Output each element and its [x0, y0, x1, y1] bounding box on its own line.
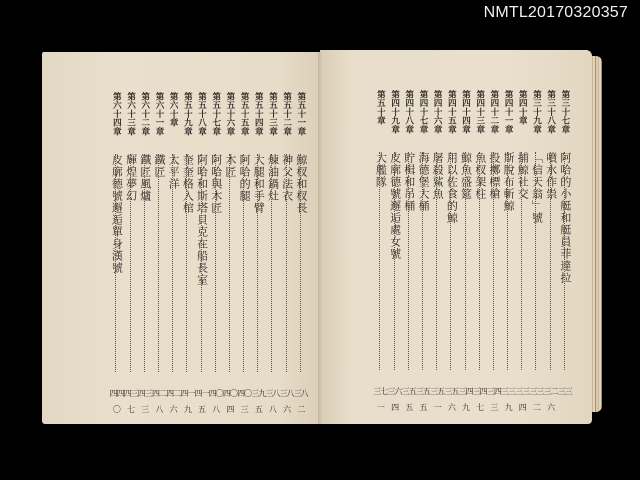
chapter-title: 阿哈的小艇和艇員菲達拉 — [558, 152, 572, 284]
toc-entry[interactable] — [222, 92, 237, 414]
toc-entry[interactable] — [123, 92, 138, 414]
chapter-title: 鯨杈和杈長 — [294, 154, 308, 214]
leader-dots — [300, 154, 301, 372]
chapter-title: 阿哈與木匠 — [209, 154, 223, 214]
leader-dots — [115, 154, 116, 372]
chapter-number: 第四十五章 — [446, 90, 457, 134]
page-number: 三八六 — [279, 389, 294, 414]
chapter-number: 第五十四章 — [253, 92, 264, 136]
archive-id-label: NMTL20170320357 — [483, 4, 628, 21]
chapter-number: 第五十章 — [375, 90, 386, 125]
toc-entry[interactable] — [430, 90, 445, 412]
toc-entry[interactable] — [501, 90, 516, 412]
page-number: 三五五 — [415, 387, 430, 412]
page-number: 三七一 — [373, 387, 388, 412]
toc-entry[interactable] — [543, 90, 558, 412]
chapter-number: 第四十七章 — [417, 90, 428, 134]
chapter-number: 第四十二章 — [488, 90, 499, 134]
chapter-title: 鯨魚盛筵 — [459, 152, 473, 200]
page-number: 三九五 — [251, 389, 266, 414]
page-number: 三五五 — [401, 387, 416, 412]
leader-dots — [550, 152, 551, 370]
right-toc — [373, 90, 572, 412]
chapter-number: 第四十八章 — [403, 90, 414, 134]
right-page — [320, 50, 592, 424]
chapter-title: 捕鯨社交 — [516, 152, 530, 200]
page-number: 三三 — [557, 387, 572, 396]
chapter-number: 第三十九章 — [531, 90, 542, 134]
chapter-number: 第四十六章 — [432, 90, 443, 134]
chapter-title: 太平洋 — [167, 154, 181, 190]
page-number: 四〇三 — [237, 389, 252, 414]
left-page — [42, 52, 320, 424]
toc-entry[interactable] — [529, 90, 544, 412]
toc-entry[interactable] — [486, 90, 501, 412]
toc-entry[interactable] — [208, 92, 223, 414]
leader-dots — [286, 154, 287, 372]
toc-entry[interactable] — [251, 92, 266, 414]
chapter-title: 煉油鍋灶 — [266, 154, 280, 202]
chapter-number: 第三十八章 — [545, 90, 556, 134]
page-number: 三五六 — [444, 387, 459, 412]
toc-entry[interactable] — [415, 90, 430, 412]
chapter-title: 鐵匠風爐 — [138, 154, 152, 202]
toc-entry[interactable] — [401, 90, 416, 412]
page-number: 三四七 — [472, 387, 487, 412]
page-number: 三六四 — [387, 387, 402, 412]
page-number: 三三四 — [515, 387, 530, 412]
chapter-number: 第五十三章 — [267, 92, 278, 136]
chapter-title: 噴水作祟 — [544, 152, 558, 200]
leader-dots — [130, 154, 131, 372]
leader-dots — [215, 154, 216, 372]
toc-entry[interactable] — [237, 92, 252, 414]
chapter-number: 第六十四章 — [111, 92, 122, 136]
chapter-title: 屠殺鯊魚 — [431, 152, 445, 200]
chapter-title: 阿哈和斯塔貝克在船長室 — [195, 154, 209, 286]
leader-dots — [201, 154, 202, 372]
leader-dots — [535, 152, 536, 370]
chapter-title: 輝煌夢幻 — [124, 154, 138, 202]
chapter-number: 第五十八章 — [196, 92, 207, 136]
leader-dots — [186, 154, 187, 372]
leader-dots — [257, 154, 258, 372]
chapter-number: 第五十五章 — [239, 92, 250, 136]
toc-entry[interactable] — [180, 92, 195, 414]
chapter-title: 貯楫和吊桶 — [402, 152, 416, 212]
page-number: 三三九 — [501, 387, 516, 412]
chapter-title: 大艦隊 — [374, 152, 388, 188]
left-toc — [109, 92, 308, 414]
toc-entry[interactable] — [151, 92, 166, 414]
toc-entry[interactable] — [194, 92, 209, 414]
chapter-number: 第四十一章 — [503, 90, 514, 134]
page-number: 三三二 — [529, 387, 544, 412]
chapter-title: 大腿和手臂 — [252, 154, 266, 214]
page-number: 四一五 — [194, 389, 209, 414]
page-number: 四〇四 — [222, 389, 237, 414]
toc-entry[interactable] — [458, 90, 473, 412]
page-number: 三五一 — [430, 387, 445, 412]
chapter-title: 魚杈架柱 — [473, 152, 487, 200]
chapter-title: 阿哈的腿 — [238, 154, 252, 202]
chapter-number: 第五十九章 — [182, 92, 193, 136]
leader-dots — [521, 152, 522, 370]
leader-dots — [479, 152, 480, 370]
leader-dots — [158, 154, 159, 372]
leader-dots — [394, 152, 395, 370]
leader-dots — [564, 152, 565, 370]
page-number: 三四三 — [486, 387, 501, 412]
leader-dots — [271, 154, 272, 372]
toc-entry[interactable] — [265, 92, 280, 414]
page-number: 四一九 — [180, 389, 195, 414]
page-number: 三八八 — [265, 389, 280, 414]
toc-entry[interactable] — [444, 90, 459, 412]
page-number: 三八二 — [293, 389, 308, 414]
toc-entry[interactable] — [373, 90, 388, 412]
leader-dots — [450, 152, 451, 370]
leader-dots — [229, 154, 230, 372]
open-book — [42, 52, 602, 432]
toc-entry[interactable] — [515, 90, 530, 412]
leader-dots — [436, 152, 437, 370]
page-number: 四二八 — [151, 389, 166, 414]
page-number: 四〇八 — [208, 389, 223, 414]
chapter-title: 皮廓德號邂逅單身漢號 — [110, 154, 124, 274]
chapter-title: 皮廓德號邂逅處女號 — [388, 152, 402, 260]
chapter-number: 第五十二章 — [281, 92, 292, 136]
leader-dots — [422, 152, 423, 370]
toc-entry[interactable] — [137, 92, 152, 414]
page-edges — [592, 56, 602, 412]
chapter-title: 奎奎格入棺 — [181, 154, 195, 214]
page-number: 四四〇 — [109, 389, 124, 414]
chapter-number: 第五十六章 — [224, 92, 235, 136]
chapter-number: 第四十九章 — [389, 90, 400, 134]
chapter-number: 第六十三章 — [125, 92, 136, 136]
leader-dots — [493, 152, 494, 370]
chapter-title: 鐵匠 — [152, 154, 166, 178]
page-number: 四三三 — [137, 389, 152, 414]
chapter-number: 第六十一章 — [153, 92, 164, 136]
page-number: 三四九 — [458, 387, 473, 412]
leader-dots — [144, 154, 145, 372]
chapter-number: 第三十七章 — [559, 90, 570, 134]
toc-entry[interactable] — [279, 92, 294, 414]
page-number: 三二六 — [543, 387, 558, 412]
leader-dots — [465, 152, 466, 370]
leader-dots — [243, 154, 244, 372]
chapter-number: 第五十七章 — [210, 92, 221, 136]
toc-entry[interactable] — [166, 92, 181, 414]
chapter-number: 第四十三章 — [474, 90, 485, 134]
chapter-number: 第四十四章 — [460, 90, 471, 134]
chapter-number: 第四十章 — [517, 90, 528, 125]
leader-dots — [408, 152, 409, 370]
chapter-number: 第五十一章 — [295, 92, 306, 136]
toc-entry[interactable] — [472, 90, 487, 412]
page-number: 四三七 — [123, 389, 138, 414]
toc-entry[interactable] — [558, 90, 572, 400]
leader-dots — [507, 152, 508, 370]
leader-dots — [379, 152, 380, 370]
chapter-title: 海德堡大桶 — [416, 152, 430, 212]
chapter-number: 第六十章 — [168, 92, 179, 127]
toc-entry[interactable] — [293, 92, 308, 414]
chapter-title: 神父法衣 — [280, 154, 294, 202]
toc-entry[interactable] — [387, 90, 402, 412]
page-number: 四二六 — [166, 389, 181, 414]
chapter-title: 斯脫布斬鯨 — [502, 152, 516, 212]
chapter-title: 木匠 — [223, 154, 237, 178]
toc-entry[interactable] — [109, 92, 124, 414]
book-gutter — [318, 52, 322, 424]
chapter-title: 「信天翁」號 — [530, 152, 544, 224]
leader-dots — [172, 154, 173, 372]
chapter-title: 用以佐食的鯨 — [445, 152, 459, 224]
chapter-number: 第六十二章 — [139, 92, 150, 136]
chapter-title: 投擲標槍 — [487, 152, 501, 200]
